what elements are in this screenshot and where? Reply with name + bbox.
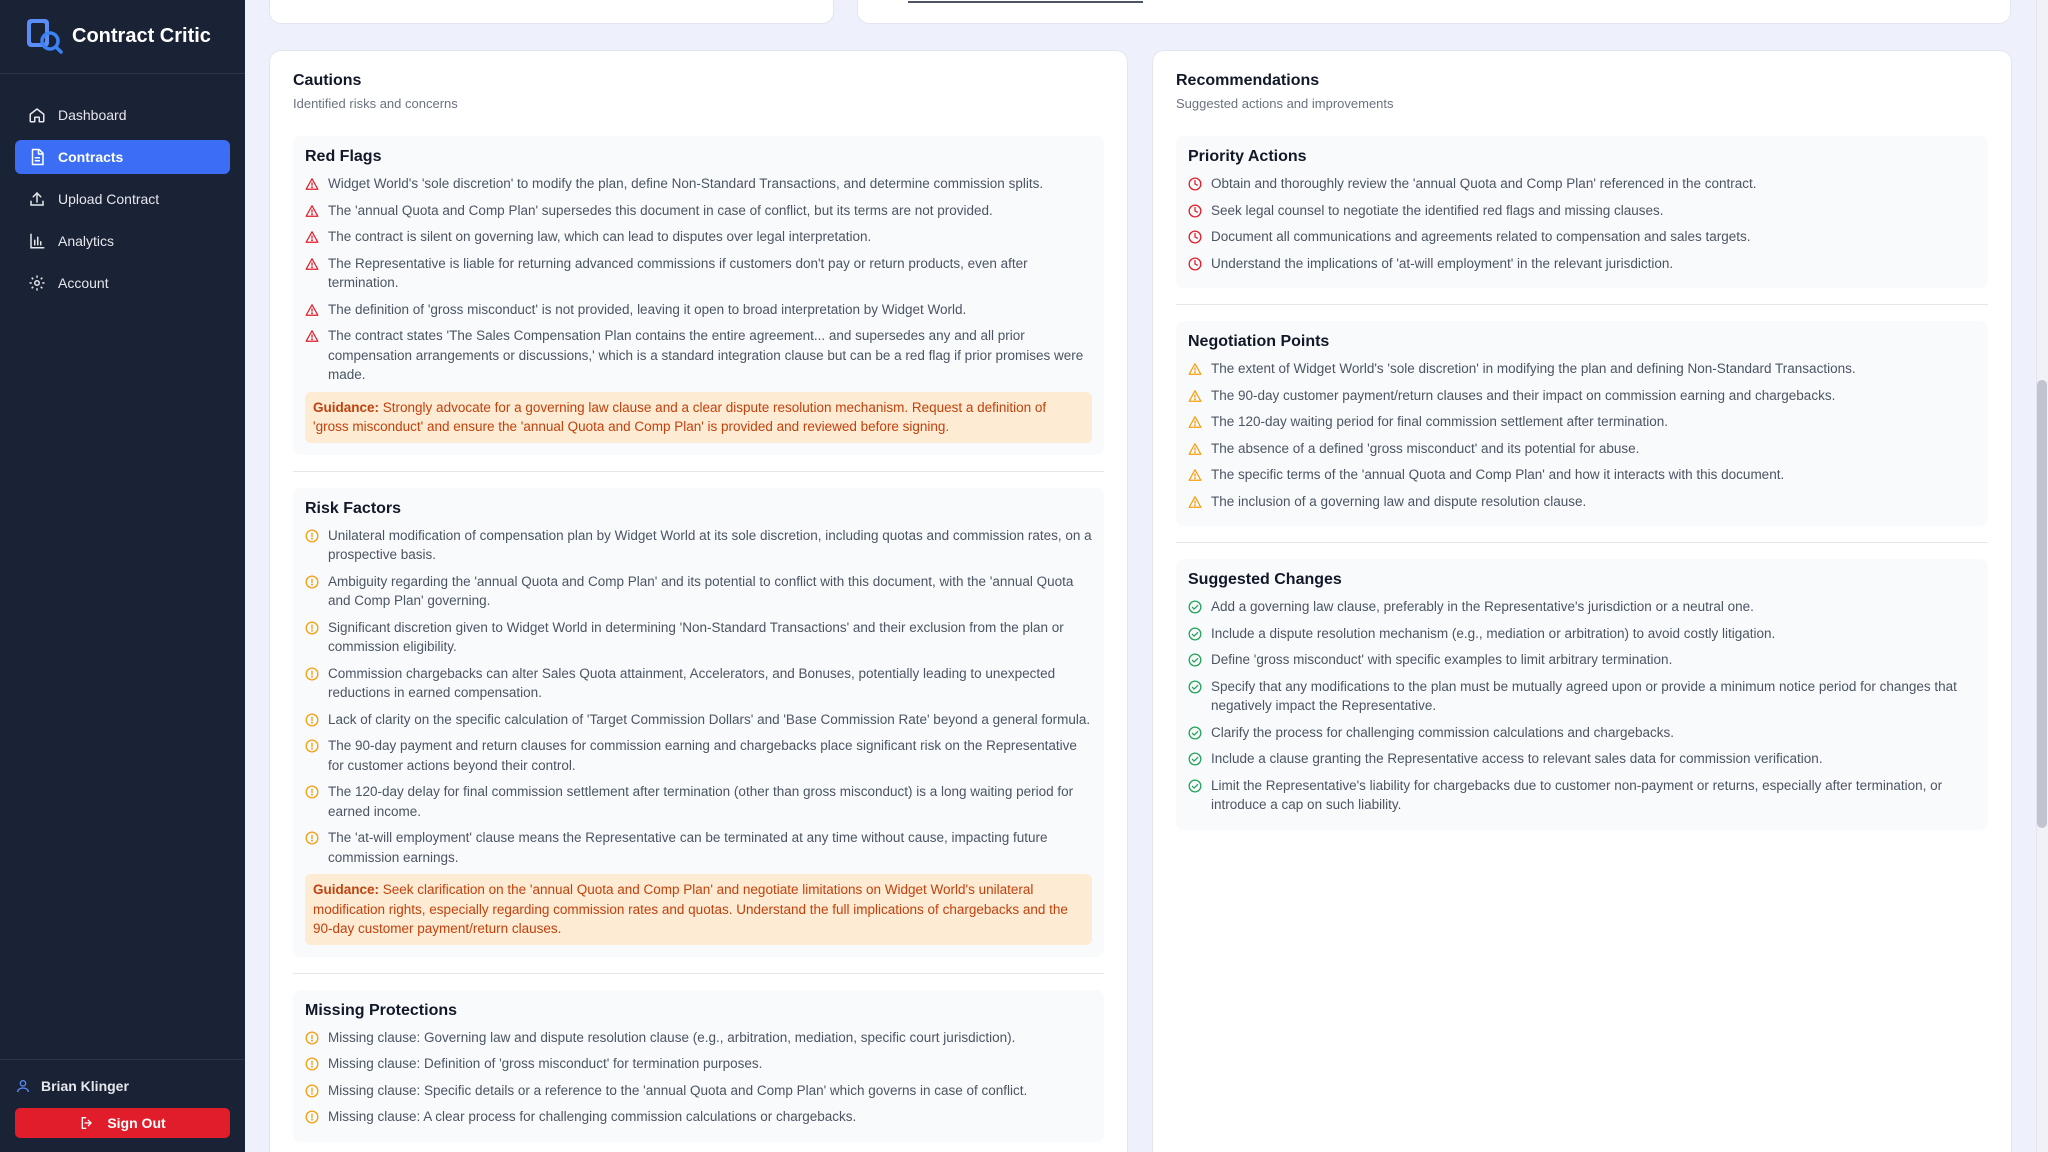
card-subtitle: Suggested actions and improvements [1176,96,1394,111]
guidance-text: Seek clarification on the 'annual Quota and Comp Plan' and negotiate limitations on Widget World's unilateral modification rights, especially regarding commission rates and quotas. Understand the full implications of chargebacks and the 90-day customer payment/return clauses. [313,882,1068,936]
sidebar-item-upload-contract[interactable] [15,182,230,216]
list-item [1188,492,1976,512]
alert-circle-icon [305,1031,319,1045]
alert-circle-icon [305,785,319,799]
list-item-text: Add a governing law clause, preferably in the Representative's jurisdiction or a neutral one. [1211,599,1754,614]
negotiation-points-list [1188,359,1976,511]
list-item-text: The contract is silent on governing law, which can lead to disputes over legal interpretation. [328,229,872,244]
list-item [305,227,1092,247]
list-item-text: Obtain and thoroughly review the 'annual Quota and Comp Plan' referenced in the contract. [1211,176,1757,191]
list-item [1188,174,1976,194]
risk-factors-section [293,488,1104,957]
list-item-text: Understand the implications of 'at-will employment' in the relevant jurisdiction. [1211,255,1674,271]
list-item-text: The 120-day delay for final commission settlement after termination (other than gross misconduct) is a long waiting period for earned income. [328,784,1074,819]
sidebar-footer [0,1059,245,1152]
list-item [305,736,1092,775]
list-item-text: Lack of clarity on the specific calculation of 'Target Commission Dollars' and 'Base Commission Rate' beyond a general formula. [328,711,1091,727]
list-item-text: Widget World's 'sole discretion' to modify the plan, define Non-Standard Transactions, and determine commission splits. [328,176,1044,191]
check-circle-icon [1188,726,1202,740]
sidebar-item-dashboard[interactable] [15,98,230,132]
list-item [1188,201,1976,221]
list-item [1188,412,1976,432]
clock-icon [1188,257,1202,271]
guidance-label: Guidance: [313,399,380,415]
alert-circle-icon [305,575,319,589]
list-item [1188,597,1976,617]
document-icon [28,148,46,166]
list-item-text: The 'at-will employment' clause means the Representative can be terminated at any time without cause, impacting future commission earnings. [328,830,1048,865]
list-item [305,201,1092,221]
list-item-text: Define 'gross misconduct' with specific examples to limit arbitrary termination. [1211,652,1673,667]
guidance-box [305,874,1092,945]
alert-circle-icon [305,713,319,727]
list-item-text: The definition of 'gross misconduct' is not provided, leaving it open to broad interpretation by Widget World. [328,301,967,317]
warning-triangle-icon [305,303,319,317]
check-circle-icon [1188,627,1202,641]
sign-out-label: Sign Out [107,1115,166,1131]
list-item-text: Missing clause: Specific details or a reference to the 'annual Quota and Comp Plan' which governs in case of conflict. [328,1082,1028,1098]
card-title: Cautions [293,72,362,89]
warning-triangle-icon [1188,389,1202,403]
list-item [1188,776,1976,815]
sidebar-nav [0,74,245,308]
card-subtitle: Identified risks and concerns [293,96,458,111]
logo-icon [26,18,64,56]
user-info [15,1074,230,1098]
list-item [305,326,1092,385]
check-circle-icon [1188,752,1202,766]
alert-circle-icon [305,831,319,845]
divider [1176,542,1988,543]
list-item-text: Ambiguity regarding the 'annual Quota and Comp Plan' and its potential to conflict with this document, with the 'annual Quota and Comp Plan' governing. [328,573,1074,608]
warning-triangle-icon [1188,362,1202,376]
recommendations-card [1152,50,2012,1152]
priority-actions-section [1176,136,1988,288]
red-flags-section [293,136,1104,455]
list-item [305,300,1092,320]
list-item-text: Commission chargebacks can alter Sales Quota attainment, Accelerators, and Bonuses, potentially leading to unexpected reductions in earned compensation. [328,665,1056,700]
list-item-text: The extent of Widget World's 'sole discretion' in modifying the plan and defining Non-Standard Transactions. [1211,361,1856,376]
progress-track [908,1,1143,3]
list-item [305,618,1092,657]
upload-icon [28,190,46,208]
sidebar-item-analytics[interactable] [15,224,230,258]
divider [293,973,1104,974]
alert-circle-icon [305,1110,319,1124]
section-title: Missing Protections [305,1001,458,1019]
list-item [305,526,1092,565]
divider [293,471,1104,472]
section-title: Negotiation Points [1188,333,1330,350]
warning-triangle-icon [305,204,319,218]
list-item-text: Unilateral modification of compensation plan by Widget World at its sole discretion, including quotas and commission rates, on a prospective basis. [328,527,1092,562]
card-title: Recommendations [1176,72,1320,89]
sidebar-item-label: Analytics [58,233,115,249]
warning-triangle-icon [305,230,319,244]
list-item-text: Seek legal counsel to negotiate the identified red flags and missing clauses. [1211,202,1664,218]
sign-out-button[interactable] [15,1108,230,1138]
list-item-text: Missing clause: Definition of 'gross misconduct' for termination purposes. [328,1056,763,1071]
sidebar [0,0,245,1152]
cautions-card [269,50,1128,1152]
list-item-text: Missing clause: Governing law and dispute resolution clause (e.g., arbitration, mediation, specific court jurisdiction). [328,1029,1016,1045]
list-item-text: The 120-day waiting period for final commission settlement after termination. [1211,414,1668,429]
list-item-text: The specific terms of the 'annual Quota and Comp Plan' and how it interacts with this document. [1211,467,1785,482]
clock-icon [1188,204,1202,218]
user-icon [15,1078,31,1094]
warning-triangle-icon [1188,415,1202,429]
list-item [305,664,1092,703]
sidebar-item-label: Account [58,275,109,291]
app-title: Contract Critic [72,25,211,47]
alert-circle-icon [305,667,319,681]
list-item-text: Specify that any modifications to the plan must be mutually agreed upon or provide a minimum notice period for changes that negatively impact the Representative. [1211,678,1957,713]
list-item-text: Include a clause granting the Representative access to relevant sales data for commission verification. [1211,751,1823,766]
alert-circle-icon [305,739,319,753]
guidance-text: Strongly advocate for a governing law clause and a clear dispute resolution mechanism. Request a definition of 'gross misconduct' and ensure the 'annual Quota and Comp Plan' is provided and reviewed before signing. [313,399,1047,434]
list-item [305,174,1092,194]
list-item [1188,749,1976,769]
sidebar-item-label: Dashboard [58,107,127,123]
alert-circle-icon [305,621,319,635]
list-item [1188,254,1976,274]
list-item [305,254,1092,293]
missing-protections-section [293,990,1104,1142]
list-item [305,572,1092,611]
list-item [1188,359,1976,379]
list-item-text: The inclusion of a governing law and dispute resolution clause. [1211,493,1587,509]
risk-factors-list [305,526,1092,868]
list-item [1188,439,1976,459]
list-item-text: Missing clause: A clear process for challenging commission calculations or chargebacks. [328,1109,857,1124]
warning-triangle-icon [1188,442,1202,456]
list-item-text: The absence of a defined 'gross misconduct' and its potential for abuse. [1211,440,1640,456]
sidebar-item-label: Upload Contract [58,191,160,207]
list-item [1188,624,1976,644]
sidebar-item-label: Contracts [58,149,124,165]
warning-triangle-icon [1188,495,1202,509]
list-item-text: Limit the Representative's liability for chargebacks due to customer non-payment or returns, especially after termination, or introduce a cap on such liability. [1211,777,1943,812]
list-item [1188,723,1976,743]
negotiation-points-section [1176,321,1988,526]
list-item [1188,677,1976,716]
gear-icon [28,274,46,292]
list-item [1188,465,1976,485]
warning-triangle-icon [305,257,319,271]
list-item [1188,227,1976,247]
section-title: Suggested Changes [1188,571,1342,588]
list-item-text: Significant discretion given to Widget World in determining 'Non-Standard Transactions' and their exclusion from the plan or commission eligibility. [328,619,1064,654]
check-circle-icon [1188,779,1202,793]
home-icon [28,106,46,124]
guidance-label: Guidance: [313,882,380,897]
warning-triangle-icon [1188,468,1202,482]
list-item-text: Clarify the process for challenging commission calculations and chargebacks. [1211,724,1674,740]
section-title: Priority Actions [1188,148,1307,165]
divider [1176,304,1988,305]
list-item [305,1107,1092,1127]
section-title: Risk Factors [305,499,402,517]
previous-card-right [857,0,2011,24]
list-item-text: The 90-day payment and return clauses for commission earning and chargebacks place significant risk on the Representative for customer actions beyond their control. [328,738,1077,773]
list-item [305,710,1092,730]
sidebar-item-contracts[interactable] [15,140,230,174]
list-item-text: The contract states 'The Sales Compensation Plan contains the entire agreement... and supersedes any and all prior compensation arrangements or discussions,' which is a standard integration clause but can be a red flag if prior promises were made. [328,328,1084,382]
alert-circle-icon [305,529,319,543]
sign-out-icon [79,1115,95,1131]
list-item-text: The 90-day customer payment/return clauses and their impact on commission earning and chargebacks. [1211,387,1836,403]
list-item [305,1081,1092,1101]
list-item [305,1028,1092,1048]
list-item-text: Include a dispute resolution mechanism (e.g., mediation or arbitration) to avoid costly litigation. [1211,625,1776,641]
priority-actions-list [1188,174,1976,273]
bar-chart-icon [28,232,46,250]
list-item [305,1054,1092,1074]
list-item-text: Document all communications and agreements related to compensation and sales targets. [1211,229,1751,244]
section-title: Red Flags [305,148,382,165]
scrollbar-thumb[interactable] [2037,380,2047,828]
guidance-box [305,392,1092,443]
user-name: Brian Klinger [41,1078,129,1094]
check-circle-icon [1188,653,1202,667]
clock-icon [1188,230,1202,244]
sidebar-item-account[interactable] [15,266,230,300]
alert-circle-icon [305,1084,319,1098]
list-item [1188,650,1976,670]
suggested-changes-list [1188,597,1976,815]
page-scrollbar[interactable] [2036,0,2048,1152]
previous-card-left [269,0,834,24]
list-item-text: The 'annual Quota and Comp Plan' supersedes this document in case of conflict, but its terms are not provided. [328,202,993,218]
alert-circle-icon [305,1057,319,1071]
brand[interactable] [0,0,245,74]
list-item [305,782,1092,821]
warning-triangle-icon [305,177,319,191]
missing-protections-list [305,1028,1092,1127]
list-item [305,828,1092,867]
red-flags-list [305,174,1092,385]
list-item [1188,386,1976,406]
check-circle-icon [1188,680,1202,694]
suggested-changes-section [1176,559,1988,830]
check-circle-icon [1188,600,1202,614]
clock-icon [1188,177,1202,191]
warning-triangle-icon [305,329,319,343]
list-item-text: The Representative is liable for returning advanced commissions if customers don't pay or return products, even after termination. [328,255,1028,290]
